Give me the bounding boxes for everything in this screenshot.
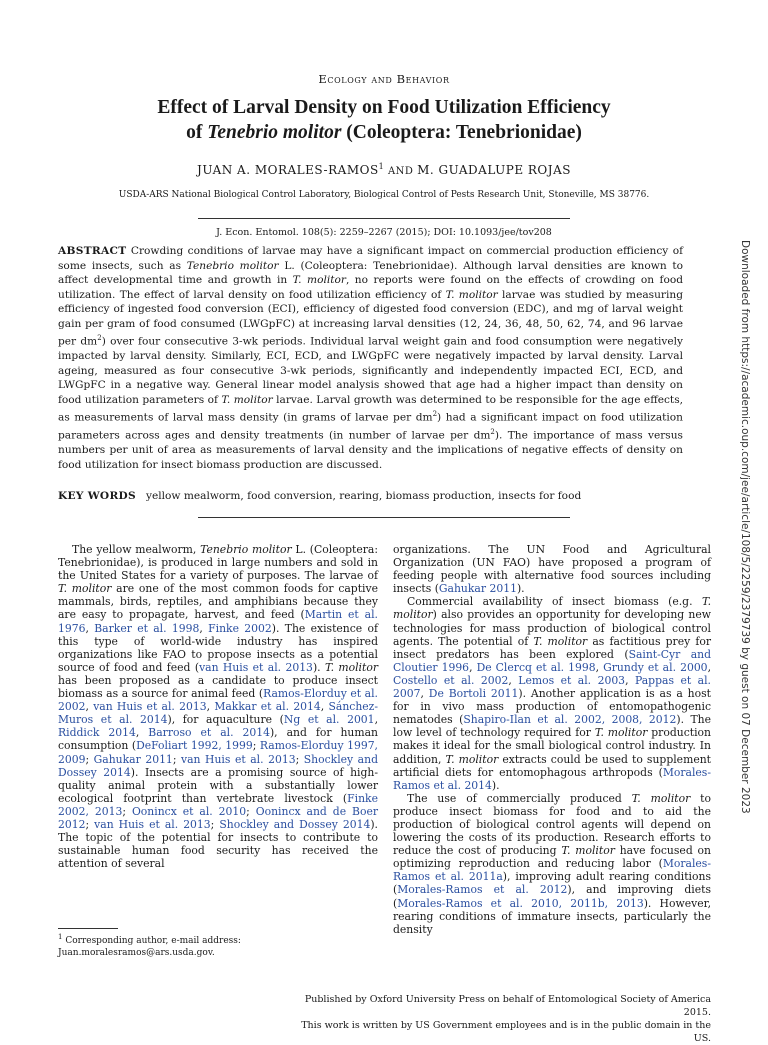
- title-line-2: (Coleoptera: Tenebrionidae): [341, 122, 582, 143]
- reference-link[interactable]: Ng et al. 2001: [283, 713, 375, 727]
- reference-link[interactable]: De Clercq et al. 1998: [476, 660, 596, 674]
- abstract-text: ) had a significant impact on food utilization parameters across ages and density treatments (in number of larvae per dm: [58, 411, 683, 442]
- reference-link[interactable]: van Huis et al. 2013: [181, 752, 296, 766]
- body-column-left: [58, 543, 378, 870]
- species-name: T. molitor: [631, 791, 691, 805]
- body-text: extracts could be used to supplement artificial diets for entomophagous arthropods (: [393, 752, 711, 779]
- body-column-right: [393, 543, 711, 936]
- body-text: are one of the most common foods for captive mammals, birds, reptiles, and amphibians because they are easy to propagate, harvest, and feed (: [58, 582, 378, 622]
- body-text: The use of commercially produced: [407, 791, 632, 805]
- author-and: AND: [384, 166, 418, 177]
- reference-link[interactable]: van Huis et al. 2013: [94, 817, 211, 831]
- abstract-text: ) over four consecutive 3-wk periods. Individual larval weight gain and food consumption were negatively impacted by larval density. Similarly, ECI, ECD, and LWGpFC were negatively impacted by larval density. Larval ageing, measured as four consecutive 3-wk periods, significantly and independently impacted ECI, ECD, and LWGpFC in a negative way. General linear model analysis showed that age had a higher impact than density on food utilization parameters of: [58, 335, 684, 406]
- body-text: to produce insect biomass for food and to aid the production of biological control agents will depend on lowering the costs of its production. Research efforts to reduce the cost of producing: [393, 791, 712, 858]
- title-of: of: [186, 122, 208, 143]
- footnote: [58, 932, 378, 959]
- reference-link[interactable]: Sánchez-Muros et al. 2014: [58, 700, 379, 727]
- body-text: organizations. The UN Food and Agricultural Organization (UN FAO) have proposed a program of feeding people with alternative food sources including insects (: [393, 543, 711, 596]
- keywords-label: KEY WORDS: [58, 490, 136, 502]
- publisher-line-2: This work is written by US Government employees and is in the public domain in the US.: [301, 1020, 711, 1044]
- paragraph: Commercial availability of insect biomass (e.g. T. molitor) also provides an opportunity for developing new technologies for mass production of biological control agents. The potential of T. molitor as factitious prey for insect predators has been explored (Saint-Cyr and Cloutier 1996, De Clercq et al. 1998, Grundy et al. 2000, Costello et al. 2002, Lemos et al. 2003, Pappas et al. 2007, De Bortoli 2011). Another application is as a host for in vivo mass production of entomopathogenic nematodes (Shapiro-Ilan et al. 2002, 2008, 2012). The low level of technology required for T. molitor production makes it ideal for the small biological control industry. In addition, T. molitor extracts could be used to supplement artificial diets for entomophagous arthropods (Morales-Ramos et al. 2014).: [393, 595, 712, 792]
- body-text: ) also provides an opportunity for developing new technologies for mass production of biological control agents. The potential of: [393, 608, 711, 648]
- body-text: ), and improving diets (: [393, 883, 712, 910]
- reference-link[interactable]: Morales-Ramos et al. 2010, 2011b, 2013: [397, 896, 644, 910]
- footnote-text: Corresponding author, e-mail address: Juan.moralesramos@ars.usda.gov.: [58, 936, 241, 958]
- abstract: [58, 244, 683, 472]
- reference-link[interactable]: Makkar et al. 2014: [214, 700, 321, 714]
- body-text: ).: [516, 582, 525, 596]
- section-label: Ecology and Behavior: [318, 72, 450, 86]
- reference-link[interactable]: DeFoliart 1992, 1999: [136, 739, 253, 753]
- divider-bottom: [198, 517, 570, 518]
- reference-link[interactable]: Shockley and Dossey 2014: [58, 752, 378, 779]
- species-name: T. molitor: [324, 660, 379, 674]
- species-name: Tenebrio molitor: [186, 259, 279, 272]
- body-text: ). However, rearing conditions of immature insects, particularly the density: [393, 896, 711, 936]
- reference-link[interactable]: Finke 2002: [208, 621, 272, 635]
- body-text: have focused on optimizing reproduction and reducing labor (: [393, 844, 712, 871]
- citation: J. Econ. Entomol. 108(5): 2259–2267 (2015); DOI: 10.1093/jee/tov208: [216, 227, 552, 238]
- body-text: ). Insects are a promising source of high-quality animal protein with a substantially lower ecological footprint than vertebrate livestock (: [58, 765, 378, 805]
- reference-link[interactable]: Ramos-Elorduy 1997, 2009: [58, 739, 378, 766]
- species-name: T. molitor: [594, 726, 648, 740]
- reference-link[interactable]: Morales-Ramos et al. 2011a: [393, 857, 711, 884]
- reference-link[interactable]: Ramos-Elorduy et al. 2002: [58, 687, 378, 714]
- abstract-text: larvae. Larval growth was determined to be responsible for the age effects, as measurements of larval mass density (in grams of larvae per dm: [58, 393, 683, 424]
- keywords: [58, 490, 683, 502]
- reference-link[interactable]: Barroso et al. 2014: [148, 726, 270, 740]
- title-line-1: Effect of Larval Density on Food Utilization Efficiency: [157, 97, 611, 118]
- abstract-text: ). The importance of mass versus numbers per unit of area as measurements of larval density and the implications of negative effects of density on food utilization for insect biomass production are discussed.: [58, 429, 683, 471]
- reference-link[interactable]: Morales-Ramos et al. 2014: [393, 765, 711, 792]
- reference-link[interactable]: Oonincx et al. 2010: [131, 804, 247, 818]
- publisher-notice: [300, 993, 711, 1045]
- body-text: ). The low level of technology required for: [393, 713, 712, 740]
- abstract-text: , no reports were found on the effects of crowding on food utilization. The effect of larval density on food utilization efficiency of: [58, 274, 683, 301]
- reference-link[interactable]: Pappas et al. 2007: [393, 673, 711, 701]
- reference-link[interactable]: Shapiro-Ilan et al. 2002, 2008, 2012: [463, 713, 677, 727]
- reference-link[interactable]: Grundy et al. 2000: [603, 660, 708, 674]
- body-text: ).: [491, 778, 500, 792]
- body-text: ), improving adult rearing conditions (: [393, 870, 711, 897]
- publisher-line-1: Published by Oxford University Press on behalf of Entomological Society of America 2015.: [304, 994, 711, 1018]
- paragraph: [393, 792, 711, 936]
- reference-link[interactable]: Gahukar 2011: [438, 582, 517, 596]
- species-name: T. molitor: [221, 393, 273, 406]
- body-text: ), and for human consumption (: [58, 726, 379, 753]
- reference-link[interactable]: Finke 2002, 2013: [58, 791, 378, 818]
- body-text: L. (Coleoptera: Tenebrionidae), is produced in large numbers and sold in the United States for a variety of purposes. The larvae of: [58, 543, 378, 583]
- author-2: M. GUADALUPE ROJAS: [417, 163, 571, 177]
- body-text: ). Another application is as a host for in vivo mass production of entomopathogenic nematodes (: [393, 687, 711, 727]
- reference-link[interactable]: Barker et al. 1998: [94, 621, 200, 635]
- species-name: T. molitor: [58, 582, 112, 596]
- body-text: has been proposed as a candidate to produce insect biomass as a source for animal feed (: [58, 673, 378, 701]
- body-text: The yellow mealworm,: [72, 543, 201, 556]
- body-text: as factitious prey for insect predators has been explored (: [393, 634, 711, 661]
- abstract-text: L. (Coleoptera: Tenebrionidae). Although larval densities are known to affect developmental time and growth in: [58, 259, 684, 286]
- author-1-footnote-mark: 1: [378, 162, 385, 171]
- abstract-label: ABSTRACT: [58, 245, 127, 257]
- reference-link[interactable]: van Huis et al. 2013: [93, 700, 207, 714]
- species-name: T. molitor: [445, 752, 499, 766]
- author-1: JUAN A. MORALES-RAMOS: [197, 163, 379, 177]
- body-text: ), for aquaculture (: [167, 713, 284, 727]
- reference-link[interactable]: van Huis et al. 2013: [199, 660, 313, 674]
- divider-top: [198, 218, 570, 219]
- title-species: Tenebrio molitor: [207, 122, 342, 143]
- body-text: ). The existence of this type of world-wide industry has inspired organizations like FAO to propose insects as a potential source of food and feed (: [58, 621, 379, 674]
- body-text: Commercial availability of insect biomass (e.g.: [407, 595, 702, 609]
- footnote-mark: 1: [58, 933, 63, 941]
- species-name: Tenebrio molitor: [200, 543, 292, 556]
- reference-link[interactable]: Oonincx and de Boer 2012: [58, 804, 379, 831]
- species-name: T. molitor: [393, 595, 711, 622]
- body-text: ). The topic of the potential for insects to contribute to sustainable human food security has received the attention of several: [58, 817, 378, 871]
- body-text: ).: [312, 660, 325, 674]
- reference-link[interactable]: De Bortoli 2011: [428, 687, 519, 701]
- paragraph: The yellow mealworm, Tenebrio molitor L. (Coleoptera: Tenebrionidae), is produced in large numbers and sold in the United States for a variety of purposes. The larvae of T. molitor are one of the most common foods for captive mammals, birds, reptiles, and amphibians because they are easy to propagate, harvest, and feed (Martin et al. 1976, Barker et al. 1998, Finke 2002). The existence of this type of world-wide industry has inspired organizations like FAO to propose insects as a potential source of food and feed (van Huis et al. 2013). T. molitor has been proposed as a candidate to produce insect biomass as a source for animal feed (Ramos-Elorduy et al. 2002, van Huis et al. 2013, Makkar et al. 2014, Sánchez-Muros et al. 2014), for aquaculture (Ng et al. 2001, Riddick 2014, Barroso et al. 2014), and for human consumption (DeFoliart 1992, 1999; Ramos-Elorduy 1997, 2009; Gahukar 2011; van Huis et al. 2013; Shockley and Dossey 2014). Insects are a promising source of high-quality animal protein with a substantially lower ecological footprint than vertebrate livestock (Finke 2002, 2013; Oonincx et al. 2010; Oonincx and de Boer 2012; van Huis et al. 2013; Shockley and Dossey 2014). The topic of the potential for insects to contribute to sustainable human food security has received the attention of several: [58, 543, 379, 871]
- reference-link[interactable]: Lemos et al. 2003: [518, 673, 626, 687]
- reference-link[interactable]: Gahukar 2011: [93, 752, 173, 766]
- superscript: 2: [490, 428, 495, 437]
- reference-link[interactable]: Martin et al. 1976: [58, 608, 378, 635]
- reference-link[interactable]: Riddick 2014: [58, 726, 136, 740]
- species-name: T. molitor: [445, 288, 498, 301]
- reference-link[interactable]: Morales-Ramos et al. 2012: [397, 883, 568, 897]
- species-name: T. molitor: [533, 634, 588, 648]
- paragraph: [393, 543, 711, 595]
- reference-link[interactable]: Saint-Cyr and Cloutier 1996: [393, 647, 711, 674]
- reference-link[interactable]: Shockley and Dossey 2014: [219, 817, 371, 831]
- superscript: 2: [97, 334, 102, 342]
- affiliation: USDA-ARS National Biological Control Laboratory, Biological Control of Pests Research Unit, Stoneville, MS 38776.: [118, 190, 650, 200]
- species-name: T. molitor: [561, 844, 615, 858]
- body-text: production makes it ideal for the small biological control industry. In addition,: [393, 726, 711, 766]
- reference-link[interactable]: Costello et al. 2002: [393, 673, 509, 687]
- abstract-text: Crowding conditions of larvae may have a significant impact on commercial production efficiency of some insects, such as: [58, 245, 683, 272]
- download-watermark: Downloaded from https://academic.oup.com/jee/article/108/5/2259/2379739 by guest on 07 December 2023: [739, 240, 751, 814]
- keywords-text: yellow mealworm, food conversion, rearing, biomass production, insects for food: [146, 490, 582, 502]
- abstract-text: larvae was studied by measuring efficiency of ingested food conversion (ECI), efficiency of digested food conversion (EDC), and mg of larval weight gain per gram of food consumed (LWGpFC) at increasing larval densities (12, 24, 36, 48, 50, 62, 74, and 96 larvae per dm: [58, 288, 683, 348]
- authors: [0, 162, 768, 177]
- article-title: [60, 95, 708, 145]
- species-name: T. molitor: [292, 274, 346, 286]
- superscript: 2: [432, 410, 438, 419]
- footnote-divider: [58, 928, 118, 929]
